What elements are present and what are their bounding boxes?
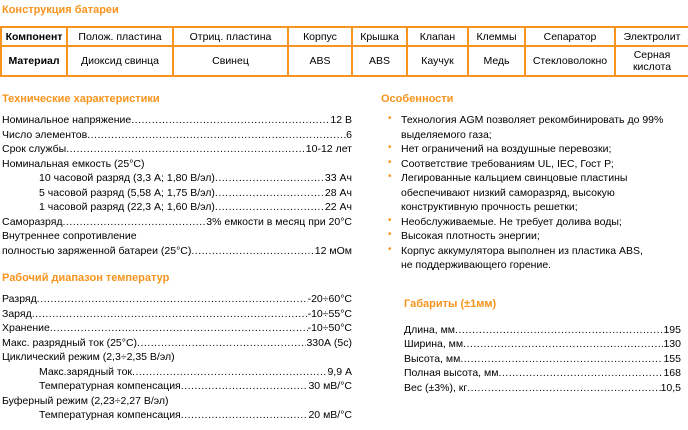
dot-leader [215,200,325,215]
feature-item [381,142,686,157]
spec-value: -10÷55°C [307,307,352,320]
bullet-icon: • [388,113,392,124]
spec-row [2,128,352,143]
spec-label: Вес (±3%), кг [404,381,468,394]
feature-line: не поддерживающего горение. [401,259,552,271]
spec-value: 12 В [330,114,352,126]
spec-row [2,336,352,351]
feature-line: • Корпус аккумулятора выполнен из пластика ABS, [388,243,643,257]
spec-row [2,365,352,380]
spec-label: Температурная компенсация [39,409,181,421]
dot-leader [50,321,308,336]
feature-line: выделяемого газа; [401,128,492,141]
section-heading-tech-specs: Технические характеристики [2,93,160,105]
spec-value: 155 [663,352,681,365]
spec-label: полностью заряженной батареи (25°C) [2,244,192,257]
features-list [381,113,686,273]
spec-row [404,352,681,367]
table-cell: Диоксид свинца [67,46,173,76]
dot-leader [455,323,663,338]
bullet-icon: • [388,156,392,168]
spec-value: 33 Ач [324,172,352,184]
content-columns [0,93,688,423]
spec-label: 10 часовой разряд (3,3 А; 1,80 В/эл) [39,172,215,184]
section-features [381,93,686,273]
section-heading-temp-range: Рабочий диапазон температур [2,272,170,284]
section-dimensions [381,298,686,396]
tech-specs-list [2,113,352,258]
spec-label: Номинальная емкость (25°C) [2,157,145,170]
dot-leader [66,142,306,157]
bullet-icon: • [388,171,392,182]
spec-label: Длина, мм [404,323,456,336]
dot-leader [37,292,308,307]
spec-value: -20÷60°C [307,293,352,305]
feature-line: • Соответствие требованиям UL, IEC, Гост Р; [388,156,614,170]
spec-value: 10-12 лет [305,143,352,155]
spec-label: 5 часовой разряд (5,58 А; 1,75 В/эл) [39,186,215,199]
spec-row [2,229,352,244]
spec-value: -10÷50°C [307,322,352,334]
right-column [381,93,686,423]
spec-label: Макс. разрядный ток (25°C) [2,336,138,349]
row-header-cell: Материал [1,46,67,76]
spec-value: 9,9 А [327,365,352,378]
feature-item [381,244,686,273]
spec-label: Ширина, мм [404,338,464,350]
row-header-cell: Компонент [1,27,67,46]
spec-value: 3% емкости в месяц при 20°C [206,215,352,228]
bullet-icon: • [388,243,392,255]
spec-row [2,379,352,394]
dot-leader [131,113,330,128]
bullet-icon: • [388,229,392,240]
dot-leader [63,215,207,230]
spec-value: 28 Ач [324,186,352,199]
dot-leader [215,186,325,201]
spec-label: Полная высота, мм [404,367,499,379]
feature-item [381,171,686,215]
section-tech-specs [2,93,352,258]
table-cell: Клеммы [468,27,525,46]
table-cell: Медь [468,46,525,76]
spec-row [404,366,681,381]
dot-leader [87,128,346,143]
spec-row [2,142,352,157]
spec-row [2,215,352,230]
feature-line: обеспечивают низкий саморазряд, высокую [401,186,615,199]
table-cell: Клапан [407,27,468,46]
table-cell: ABS [288,46,352,76]
table-row [1,27,688,46]
table-cell: Крышка [352,27,407,46]
spec-label: Разряд [2,293,37,305]
spec-value: 22 Ач [324,201,352,213]
feature-item [381,215,686,230]
spec-label: Срок службы [2,143,67,155]
table-cell: Стекловолокно [525,46,615,76]
spec-label: Внутреннее сопротивление [2,230,137,242]
dot-leader [460,352,663,367]
spec-value: 6 [346,128,352,141]
dot-leader [215,171,325,186]
spec-value: 195 [663,323,681,336]
spec-value: 20 мВ/°C [308,409,352,421]
feature-item [381,113,686,142]
feature-line: • Нет ограничений на воздушные перевозки; [388,142,612,155]
spec-row [2,186,352,201]
spec-row [2,171,352,186]
dot-leader [467,381,660,396]
spec-row [404,381,681,396]
dot-leader [463,337,663,352]
spec-label: Буферный режим (2,23÷2,27 В/эл) [2,394,169,407]
spec-row [2,408,352,423]
table-cell: Каучук [407,46,468,76]
spec-row [2,200,352,215]
table-cell: Полож. пластина [67,27,173,46]
spec-label: Число элементов [2,128,88,141]
construction-table [0,26,688,77]
table-cell: Отриц. пластина [173,27,288,46]
feature-line: • Технология AGM позволяет рекомбинировать до 99% [388,113,664,126]
table-cell: Серная кислота [615,46,688,76]
spec-row [2,350,352,365]
table-cell: Сепаратор [525,27,615,46]
feature-line: • Высокая плотность энергии; [388,229,540,242]
table-cell: Корпус [288,27,352,46]
spec-row [2,394,352,409]
dimensions-list [404,323,681,396]
bullet-icon: • [388,214,392,226]
section-temp-range [2,272,352,423]
dot-leader [137,336,306,351]
dot-leader [32,307,308,322]
dot-leader [498,366,663,381]
feature-item [381,157,686,172]
spec-value: 330А (5с) [306,336,352,349]
spec-row [2,157,352,172]
page-title: Конструкция батареи [2,4,119,16]
table-cell: Электролит [615,27,688,46]
spec-value: 130 [663,338,681,350]
spec-value: 10,5 [660,381,681,394]
temp-range-list [2,292,352,423]
table-row [1,46,688,76]
spec-label: Номинальное напряжение [2,114,132,126]
spec-value: 30 мВ/°C [308,380,352,392]
dot-leader [191,244,314,259]
spec-label: Макс.зарядный ток [39,365,133,378]
dot-leader [132,365,327,380]
spec-row [2,321,352,336]
spec-value: 168 [663,367,681,379]
spec-label: Циклический режим (2,3÷2,35 В/эл) [2,351,175,363]
section-heading-features: Особенности [381,93,454,105]
bullet-icon: • [388,142,392,153]
spec-label: Температурная компенсация [39,380,181,392]
dot-leader [181,408,309,423]
feature-line: • Необслуживаемые. Не требует долива воды; [388,214,622,228]
spec-value: 12 мОм [314,244,352,257]
spec-label: Саморазряд [2,215,63,228]
table-cell: ABS [352,46,407,76]
spec-label: 1 часовой разряд (22,3 А; 1,60 В/эл) [39,201,215,213]
table-cell: Свинец [173,46,288,76]
spec-row [404,337,681,352]
spec-label: Высота, мм [404,352,461,365]
feature-item [381,229,686,244]
spec-row [2,244,352,259]
spec-row [404,323,681,338]
section-heading-dimensions: Габариты (±1мм) [404,297,497,310]
spec-label: Заряд [2,307,32,320]
feature-line: конструктивную прочность решетки; [401,201,578,213]
dot-leader [181,379,309,394]
spec-row [2,113,352,128]
spec-label: Хранение [2,322,50,334]
left-column [0,93,352,423]
spec-row [2,307,352,322]
spec-row [2,292,352,307]
feature-line: • Легированные кальцием свинцовые пластины [388,171,628,184]
